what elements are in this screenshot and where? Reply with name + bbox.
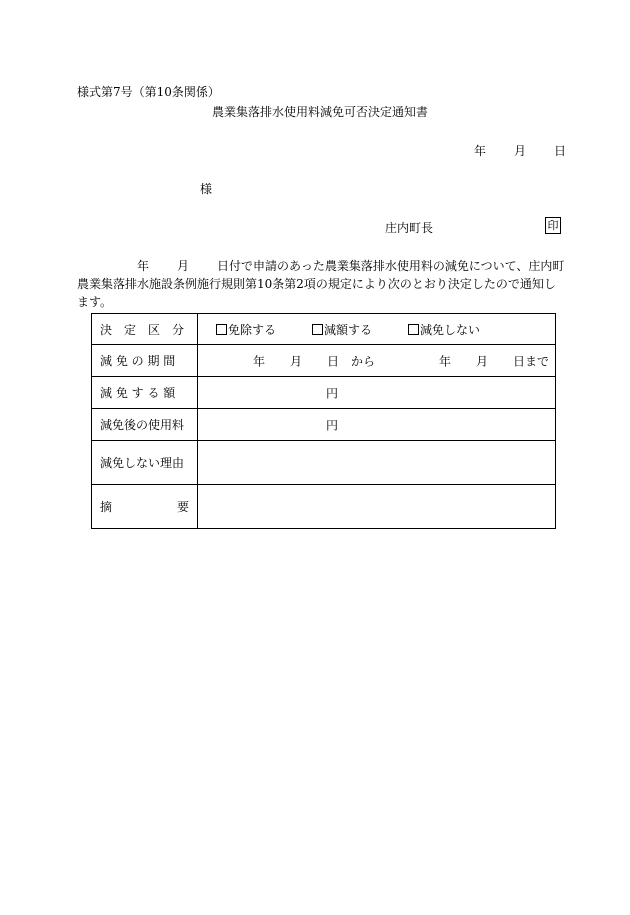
fee-after-value: 円: [198, 409, 556, 441]
row-label-fee-after: 減免後の使用料: [92, 409, 198, 441]
body-line-1-text: 日付で申請のあった農業集落排水使用料の減免について、庄内町: [217, 259, 565, 273]
checkbox-icon[interactable]: [312, 324, 323, 335]
table-row: [92, 485, 556, 529]
row-label-remarks: 摘 要: [92, 485, 198, 529]
addressee-honorific: 様: [200, 182, 213, 196]
body-line-3: ます。: [77, 295, 113, 309]
checkbox-icon[interactable]: [216, 324, 227, 335]
decision-options: [198, 314, 556, 345]
option-no-reduction[interactable]: 減免しない: [408, 321, 480, 338]
sender-name: 庄内町長: [385, 221, 434, 235]
option-exempt[interactable]: 免除する: [216, 321, 276, 338]
table-row: [92, 345, 556, 377]
row-label-decision: 決 定 区 分: [92, 314, 198, 345]
seal-box: 印: [545, 217, 561, 234]
table-row: [92, 409, 556, 441]
no-reduction-reason-value: [198, 441, 556, 485]
table-row: [92, 377, 556, 409]
row-label-no-reduction-reason: 減免しない理由: [92, 441, 198, 485]
table-row: [92, 441, 556, 485]
body-year: 年: [137, 259, 150, 273]
reduction-amount-value: 円: [198, 377, 556, 409]
option-reduce[interactable]: 減額する: [312, 321, 372, 338]
document-title: 農業集落排水使用料減免可否決定通知書: [212, 105, 429, 119]
date-day: 日: [554, 144, 567, 158]
remarks-value: [198, 485, 556, 529]
notice-body: [77, 257, 575, 311]
checkbox-icon[interactable]: [408, 324, 419, 335]
issue-date: [474, 142, 566, 159]
body-line-1: [77, 257, 575, 275]
date-month: 月: [514, 144, 527, 158]
decision-table: [91, 313, 556, 529]
date-year: 年: [474, 144, 487, 158]
body-month: 月: [177, 259, 190, 273]
row-label-period: 減 免 の 期 間: [92, 345, 198, 377]
table-row: [92, 314, 556, 345]
body-line-2: 農業集落排水施設条例施行規則第10条第2項の規定により次のとおり決定したので通知し: [77, 277, 556, 291]
period-value: 年 月 日 から 年 月 日まで: [198, 345, 556, 377]
row-label-reduction-amount: 減 免 す る 額: [92, 377, 198, 409]
form-number: 様式第7号（第10条関係）: [77, 85, 220, 99]
